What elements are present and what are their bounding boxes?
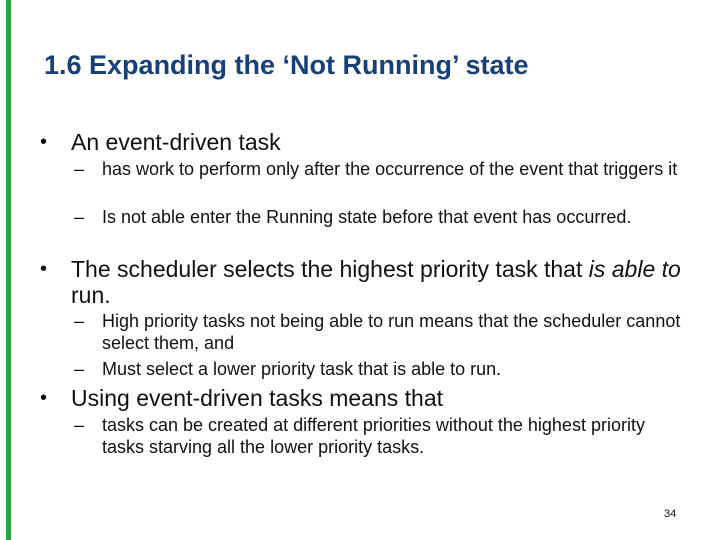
- sub-bullet-text: has work to perform only after the occurrence of the event that triggers it: [102, 159, 678, 179]
- dash-icon: –: [74, 359, 85, 379]
- dash-icon: –: [74, 207, 85, 227]
- bullet-text: Using event-driven tasks means that: [71, 385, 444, 411]
- green-accent-bar: [6, 0, 11, 540]
- bullet-text: An event-driven task: [71, 129, 281, 155]
- bullet-dot-icon: •: [40, 387, 48, 409]
- sub-bullet-text: Is not able enter the Running state before that event has occurred.: [102, 207, 632, 227]
- slide-title: 1.6 Expanding the ‘Not Running’ state: [44, 50, 529, 80]
- sub-bullet-text: tasks can be created at different priorities without the highest priority tasks starving all the lower priority tasks.: [102, 415, 645, 457]
- bullet-text-part: run.: [71, 282, 111, 308]
- page-number: 34: [664, 508, 677, 520]
- bullet-text-part: The scheduler selects the highest priority task that: [71, 256, 589, 282]
- sub-bullet-text: Must select a lower priority task that is able to run.: [102, 359, 502, 379]
- bullet-text-italic: is able to: [588, 256, 681, 282]
- bullet-dot-icon: •: [40, 258, 48, 280]
- dash-icon: –: [74, 159, 85, 179]
- bullet-text: [71, 256, 711, 308]
- sub-bullet-text: High priority tasks not being able to run means that the scheduler cannot select them, and: [102, 311, 681, 353]
- bullet-dot-icon: •: [40, 131, 48, 153]
- dash-icon: –: [74, 415, 85, 435]
- dash-icon: –: [74, 311, 85, 331]
